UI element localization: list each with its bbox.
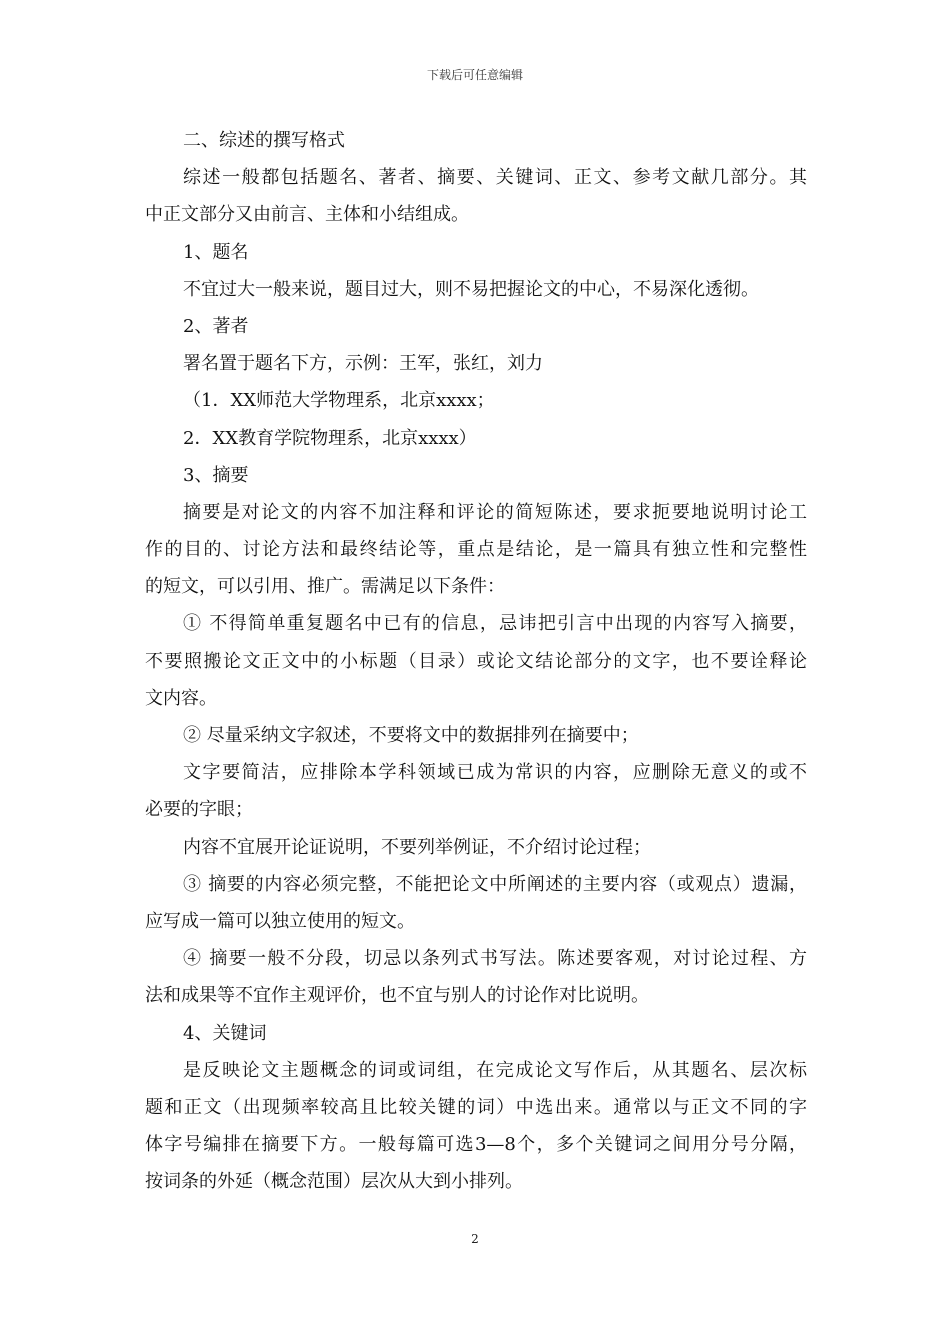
section-heading: 二、综述的撰写格式 [183, 130, 345, 151]
paragraph-line: 按词条的外延（概念范围）层次从大到小排列。 [145, 1171, 523, 1193]
paragraph-line: 中正文部分又由前言、主体和小结组成。 [145, 204, 469, 226]
paragraph-line: 是反映论文主题概念的词或词组，在完成论文写作后，从其题名、层次标 [183, 1059, 807, 1081]
paragraph-line: 署名置于题名下方，示例：王军，张红，刘力 [183, 353, 543, 375]
subsection-heading: 2、著者 [183, 315, 249, 337]
page-header: 下载后可任意编辑 [426, 68, 523, 82]
paragraph-line: 法和成果等不宜作主观评价，也不宜与别人的讨论作对比说明。 [145, 985, 649, 1007]
subsection-heading: 3、摘要 [183, 464, 249, 486]
paragraph-line: 摘要是对论文的内容不加注释和评论的简短陈述，要求扼要地说明讨论工 [183, 501, 807, 523]
subsection-heading: 4、关键词 [183, 1022, 267, 1044]
paragraph-line: ① 不得简单重复题名中已有的信息，忌讳把引言中出现的内容写入摘要， [183, 613, 807, 635]
paragraph-line: 应写成一篇可以独立使用的短文。 [145, 910, 415, 932]
paragraph-line: 2．XX教育学院物理系，北京xxxx） [183, 427, 477, 449]
paragraph-line: ③ 摘要的内容必须完整，不能把论文中所阐述的主要内容（或观点）遗漏， [183, 873, 807, 895]
paragraph-line: ② 尽量采纳文字叙述，不要将文中的数据排列在摘要中； [183, 725, 639, 746]
paragraph-line: 作的目的、讨论方法和最终结论等，重点是结论，是一篇具有独立性和完整性 [145, 539, 807, 561]
paragraph-line: 题和正文（出现频率较高且比较关键的词）中选出来。通常以与正文不同的字 [145, 1096, 807, 1118]
paragraph-line: 体字号编排在摘要下方。一般每篇可选3—8个，多个关键词之间用分号分隔， [145, 1134, 807, 1156]
subsection-heading: 1、题名 [183, 241, 249, 263]
paragraph-line: 不宜过大一般来说，题目过大，则不易把握论文的中心，不易深化透彻。 [183, 278, 759, 300]
paragraph-line: 内容不宜展开论证说明，不要列举例证，不介绍讨论过程； [183, 836, 651, 858]
paragraph-line: 文内容。 [145, 687, 217, 709]
paragraph-line: 的短文，可以引用、推广。需满足以下条件： [145, 576, 505, 598]
paragraph-line: 必要的字眼； [145, 799, 253, 821]
paragraph-line: （1．XX师范大学物理系，北京xxxx； [183, 390, 495, 412]
paragraph-line: ④ 摘要一般不分段，切忌以条列式书写法。陈述要客观，对讨论过程、方 [183, 948, 807, 970]
paragraph-line: 综述一般都包括题名、著者、摘要、关键词、正文、参考文献几部分。其 [183, 167, 807, 189]
paragraph-line: 文字要简洁，应排除本学科领域已成为常识的内容，应删除无意义的或不 [183, 762, 807, 784]
document-body [145, 122, 807, 1200]
paragraph-line: 不要照搬论文正文中的小标题（目录）或论文结论部分的文字，也不要诠释论 [145, 650, 807, 672]
page-number: 2 [471, 1232, 479, 1246]
